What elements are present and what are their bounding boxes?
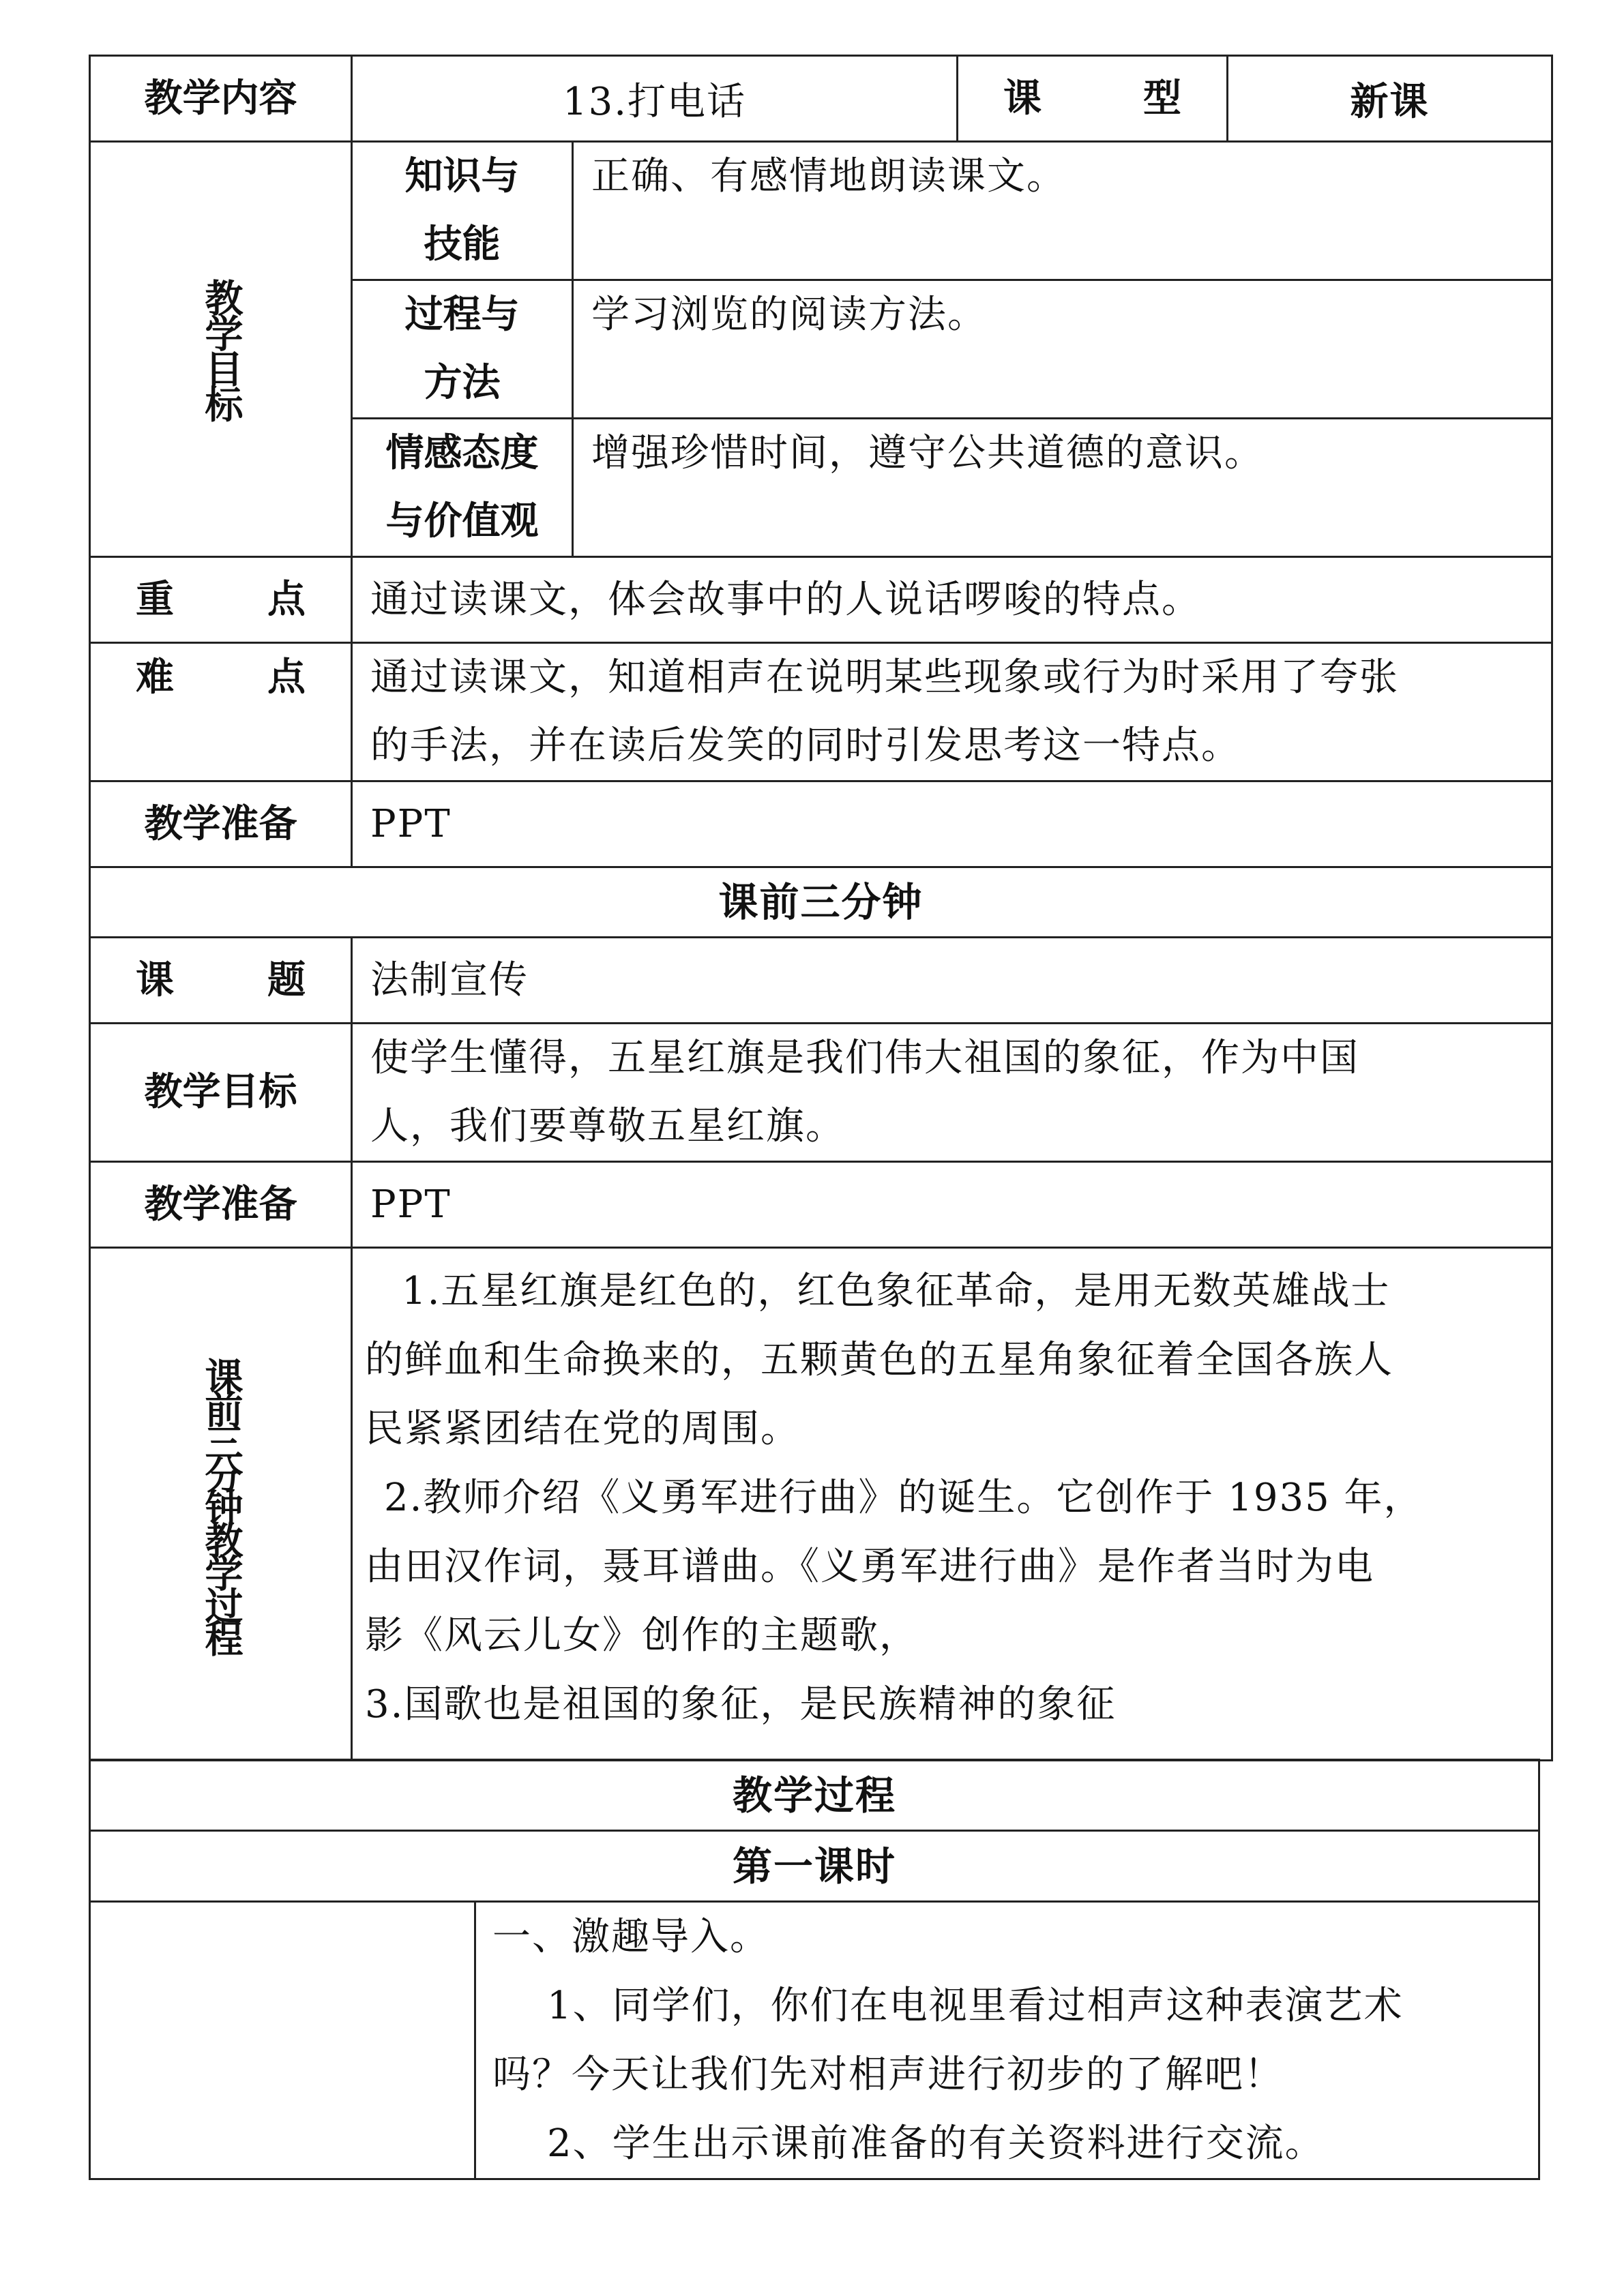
- objective-category: 情感态度 与价值观: [352, 419, 573, 557]
- objective-text: 正确、有感情地朗读课文。: [573, 142, 1552, 280]
- teaching-process-table: [89, 1759, 1540, 2180]
- difficulty-label: 难 点: [90, 643, 352, 781]
- first-period-text: 一、激趣导入。 1、同学们，你们在电视里看过相声这种表演艺术 吗？今天让我们先对相声进行初步的了解吧！ 2、学生出示课前准备的有关资料进行交流。: [475, 1902, 1539, 2179]
- process-side-cell: [90, 1902, 475, 2179]
- type-label: 课 型: [958, 56, 1228, 142]
- objective-text: 学习浏览的阅读方法。: [573, 280, 1552, 419]
- goal-label: 教学目标: [90, 1024, 352, 1162]
- goal-text: 使学生懂得，五星红旗是我们伟大祖国的象征，作为中国 人，我们要尊敬五星红旗。: [352, 1024, 1552, 1162]
- teaching-process-title: 教学过程: [90, 1760, 1539, 1831]
- objective-text: 增强珍惜时间，遵守公共道德的意识。: [573, 419, 1552, 557]
- prep-label: 教学准备: [90, 781, 352, 867]
- key-point-text: 通过读课文，体会故事中的人说话啰唆的特点。: [352, 557, 1552, 643]
- pre-class-prep-value: PPT: [352, 1162, 1552, 1248]
- difficulty-text: 通过读课文，知道相声在说明某些现象或行为时采用了夸张 的手法，并在读后发笑的同时引发思考这一特点。: [352, 643, 1552, 781]
- topic-value: 法制宣传: [352, 938, 1552, 1024]
- prep-value: PPT: [352, 781, 1552, 867]
- pre-class-title: 课前三分钟: [90, 867, 1552, 938]
- objectives-label: 教学目标: [90, 142, 352, 557]
- lesson-title: 13.打电话: [352, 56, 958, 142]
- content-label: 教学内容: [90, 56, 352, 142]
- objective-category: 知识与 技能: [352, 142, 573, 280]
- pre-class-prep-label: 教学准备: [90, 1162, 352, 1248]
- key-point-label: 重 点: [90, 557, 352, 643]
- topic-label: 课 题: [90, 938, 352, 1024]
- process-text: 1.五星红旗是红色的，红色象征革命，是用无数英雄战士 的鲜血和生命换来的，五颗黄色的五星角象征着全国各族人 民紧紧团结在党的周围。 2.教师介绍《义勇军进行曲》的诞生。它创作于 1935 年， 由田汉作词，聂耳谱曲。《义勇军进行曲》是作者当时为电 影《风云儿女》创作的主题歌， 3.国歌也是祖国的象征，是民族精神的象征: [352, 1248, 1552, 1761]
- process-label: 课前三分钟教学过程: [90, 1248, 352, 1761]
- period-title: 第一课时: [90, 1831, 1539, 1902]
- type-value: 新课: [1228, 56, 1552, 142]
- objective-category: 过程与 方法: [352, 280, 573, 419]
- lesson-plan-table: [89, 55, 1553, 1761]
